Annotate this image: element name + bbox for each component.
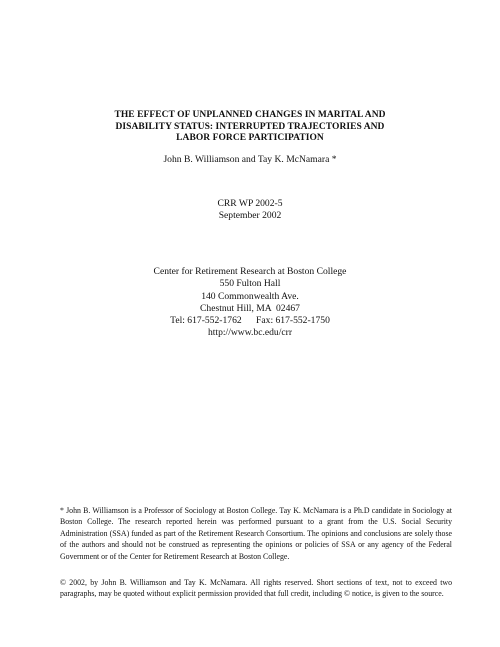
center-url: http://www.bc.edu/crr	[207, 327, 293, 339]
center-street: 550 Fulton Hall	[219, 278, 281, 290]
center-name: Center for Retirement Research at Boston College	[153, 266, 347, 277]
center-phone-fax: Tel: 617-552-1762 Fax: 617-552-1750	[170, 315, 330, 327]
working-paper-number: CRR WP 2002-5	[217, 198, 283, 209]
center-avenue: 140 Commonwealth Ave.	[201, 290, 299, 302]
center-address-block	[60, 266, 440, 340]
title-line-3: LABOR FORCE PARTICIPATION	[176, 133, 324, 144]
working-paper-date: September 2002	[218, 210, 282, 221]
center-city: Chestnut Hill, MA 02467	[200, 302, 300, 314]
title-line-2: DISABILITY STATUS: INTERRUPTED TRAJECTORIES AND	[115, 121, 385, 132]
working-paper-info	[60, 198, 440, 222]
author-footnote: * John B. Williamson is a Professor of Sociology at Boston College. Tay K. McNamara is a Ph.D candidate in Sociology at Boston College. The research reported herein was performed pursuant to a grant from the U.S. Social Security Administration (SSA) funded as part of the Retirement Research Consortium. The opinions and conclusions are solely those of the authors and should not be construed as representing the opinions or policies of SSA or any agency of the Federal Government or of the Center for Retirement Research at Boston College.	[60, 506, 452, 561]
copyright-notice: © 2002, by John B. Williamson and Tay K. McNamara. All rights reserved. Short sections of text, not to exceed two paragraphs, may be quoted without explicit permission provided that full credit, including © notice, is given to the source.	[60, 578, 452, 599]
author-line: John B. Williamson and Tay K. McNamara *	[163, 154, 337, 165]
title-line-1: THE EFFECT OF UNPLANNED CHANGES IN MARITAL AND	[114, 110, 386, 120]
paper-title	[60, 110, 440, 145]
